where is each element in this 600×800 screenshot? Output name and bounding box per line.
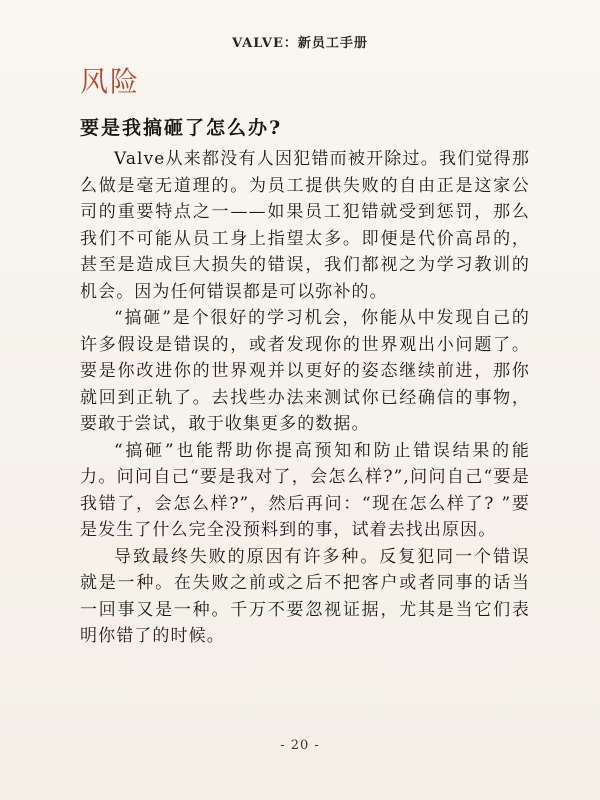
- paragraph-2: “搞砸”是个很好的学习机会，你能从中发现自己的许多假设是错误的，或者发现你的世界观出小问题了。要是你改进你的世界观并以更好的姿态继续前进，那你就回到正轨了。去找些办法来测试你已经确信的事物，要敢于尝试，敢于收集更多的数据。: [80, 308, 530, 434]
- paragraph-4: 导致最终失败的原因有许多种。反复犯同一个错误就是一种。在失败之前或之后不把客户或者同事的话当一回事又是一种。千万不要忽视证据，尤其是当它们表明你错了的时候。: [80, 546, 530, 646]
- running-header: VALVE：新员工手册: [232, 36, 368, 51]
- body-text: [80, 146, 530, 650]
- paragraph-3: “搞砸”也能帮助你提高预知和防止错误结果的能力。问问自己“要是我对了，会怎么样?”,问问自己“要是我错了，会怎么样?”，然后再问：“现在怎么样了? ”要是发生了什么完全没预料到的事，试着去找出原因。: [80, 440, 530, 540]
- paragraph-1: Valve从来都没有人因犯错而被开除过。我们觉得那么做是毫无道理的。为员工提供失败的自由正是这家公司的重要特点之一——如果员工犯错就受到惩罚，那么我们不可能从员工身上指望太多。即便是代价高昂的，甚至是造成巨大损失的错误，我们都视之为学习教训的机会。因为任何错误都是可以弥补的。: [80, 149, 530, 302]
- section-title: 风险: [80, 65, 141, 98]
- question-heading: 要是我搞砸了怎么办?: [80, 117, 283, 139]
- page-number: - 20 -: [280, 738, 320, 753]
